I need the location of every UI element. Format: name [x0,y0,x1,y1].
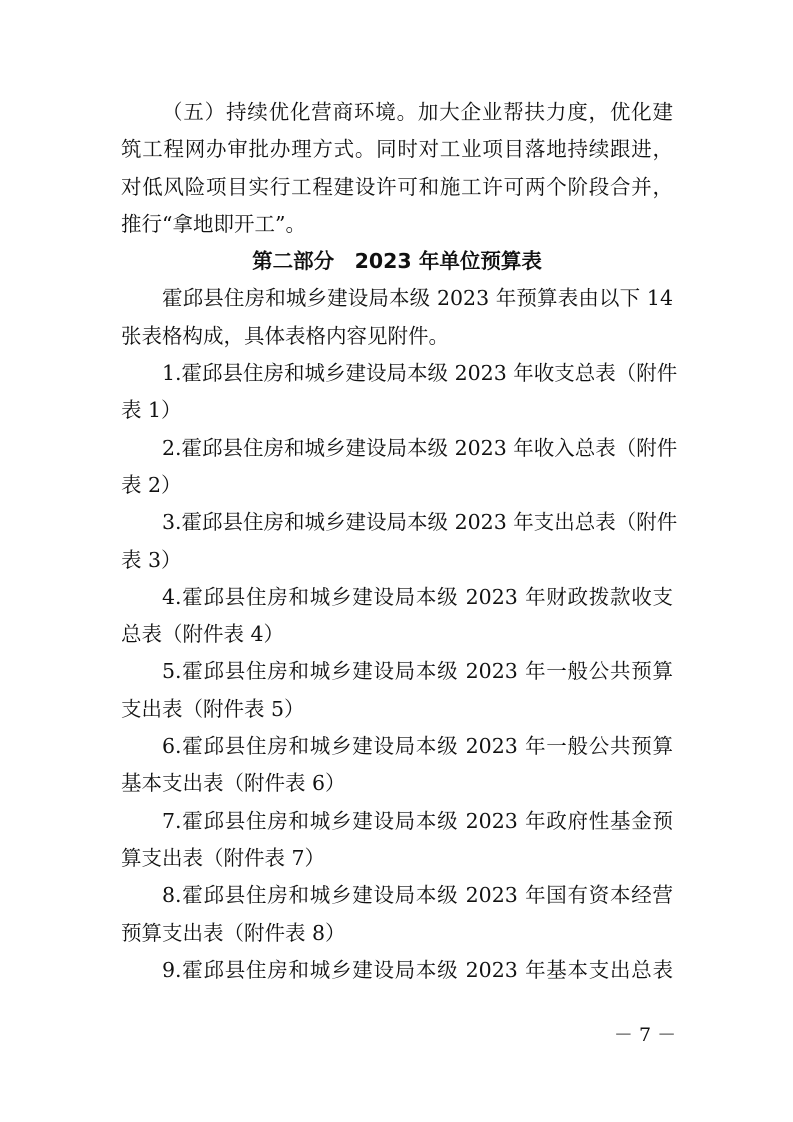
list-item [121,952,673,989]
paragraph-line: 霍邱县住房和城乡建设局本级 2023 年预算表由以下 14 [162,286,673,311]
list-item-line: 2.霍邱县住房和城乡建设局本级 2023 年收入总表（附件 [162,435,678,460]
list-item-line: 支出表（附件表 5） [121,696,305,721]
list-item-line: 算支出表（附件表 7） [121,845,326,870]
list-item-line: 基本支出表（附件表 6） [121,771,346,796]
paragraph-line: 张表格构成，具体表格内容见附件。 [121,323,449,348]
page-body [121,94,678,989]
list-item [121,504,678,579]
list-item-line: 5.霍邱县住房和城乡建设局本级 2023 年一般公共预算 [162,659,673,684]
page-number: － 7 － [613,1024,677,1046]
intro-paragraph [121,280,673,355]
list-item-line: 7.霍邱县住房和城乡建设局本级 2023 年政府性基金预 [162,808,673,833]
list-item-line: 6.霍邱县住房和城乡建设局本级 2023 年一般公共预算 [162,734,673,759]
table-list [121,355,678,989]
paragraph-line: 推行“拿地即开工”。 [121,211,306,236]
list-item [121,728,673,803]
list-item [121,803,673,878]
section-heading: 第二部分 2023 年单位预算表 [252,249,542,274]
paragraph-line: （五）持续优化营商环境。加大企业帮扶力度，优化建 [162,100,673,124]
list-item-line: 表 3） [121,547,182,572]
list-item-line: 表 1） [121,398,182,423]
section-5-paragraph [121,94,673,243]
paragraph-line: 对低风险项目实行工程建设许可和施工许可两个阶段合并， [121,174,673,199]
list-item-line: 3.霍邱县住房和城乡建设局本级 2023 年支出总表（附件 [162,510,678,535]
list-item [121,355,678,430]
list-item-line: 表 2） [121,472,182,497]
list-item [121,430,678,505]
list-item-line: 4.霍邱县住房和城乡建设局本级 2023 年财政拨款收支 [162,584,673,609]
list-item [121,877,673,952]
list-item-line: 1.霍邱县住房和城乡建设局本级 2023 年收支总表（附件 [162,361,678,386]
list-item [121,653,673,728]
list-item [121,579,673,654]
list-item-line: 总表（附件表 4） [121,622,285,647]
list-item-line: 预算支出表（附件表 8） [121,920,346,945]
list-item-line: 9.霍邱县住房和城乡建设局本级 2023 年基本支出总表 [162,957,673,982]
paragraph-line: 筑工程网办审批办理方式。同时对工业项目落地持续跟进， [121,137,673,162]
list-item-line: 8.霍邱县住房和城乡建设局本级 2023 年国有资本经营 [162,883,673,908]
